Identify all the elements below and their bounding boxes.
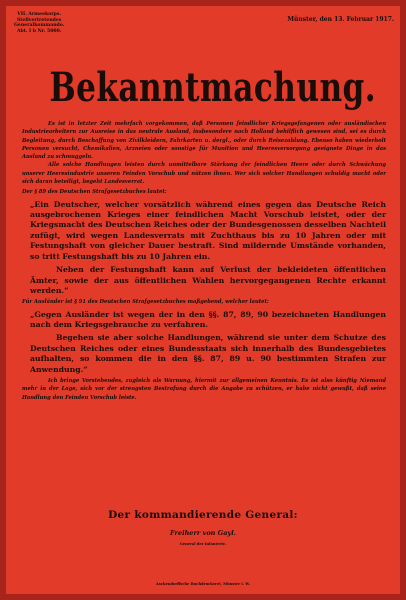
foreigners-lead-paragraph: Für Ausländer ist § 91 des Deutschen Strafgesetzbuches maßgebend, welcher lautet: — [22, 299, 269, 306]
authority-line: Generalkommando. — [14, 23, 65, 29]
signature-title: Der kommandierende General: — [108, 509, 298, 521]
issuing-authority — [14, 12, 64, 34]
authority-line: Stellvertretendes — [16, 17, 62, 23]
treason-paragraph: Alle solche Handlungen leisten durch unmittelbare Stärkung der feindlichen Heere oder durch Schwächung unserer Heeresindustrie unseren Feinden Vorschub und nützen ihnen. Wer sich solcher Handlungen schuldig macht oder sich daran beteiligt, begeht Landesverrat. — [22, 162, 386, 186]
authority-line: Abt. I b Nr. 5000. — [16, 28, 62, 34]
intro-paragraph: Es ist in letzter Zeit mehrfach vorgekommen, daß Personen feindlicher Kriegsgefangenen oder ausländischen Industriearbeitern zur Ausreise in das neutrale Ausland, insbesondere nach Holland behilflich gewesen sind, sei es durch Begleitung, durch Beschaffung von Zivilkleidern, Fahrkarten u. dergl., oder durch Reisezahlung. Ebenso haben wiederholt Personen versucht, Chemikalien, Arzneien oder sonstige für Munition und Heeresversorgung geeignete Dinge in das Ausland zu schmuggeln. — [22, 121, 386, 161]
law-quote-89-continued: Neben der Festungshaft kann auf Verlust der bekleideten öffentlichen Ämter, sowie der aus öffentlichen Wahlen hervorgegangenen Rechte erkannt werden.“ — [30, 265, 386, 295]
place-date: Münster, den 13. Februar 1917. — [287, 16, 394, 23]
proclamation-body — [22, 120, 386, 402]
authority-line: VII. Armeekorps. — [17, 12, 62, 17]
law-lead-paragraph: Der § 89 des Deutschen Strafgesetzbuches lautet: — [22, 189, 167, 196]
signature-rank: General der Infanterie. — [179, 542, 227, 546]
warning-paragraph: Ich bringe Vorstehendes, zugleich als Warnung, hiermit zur allgemeinen Kenntnis. Es ist also künftig Niemand mehr in der Lage, sich vor der strengsten Bestrafung durch die Angabe zu schützen, er habe nicht gewußt, daß seine Handlung den Feinden Vorschub leiste. — [22, 378, 386, 401]
page-title: Bekanntmachung. — [49, 64, 376, 111]
law-quote-89: „Ein Deutscher, welcher vorsätzlich während eines gegen das Deutsche Reich ausgebrochenen Krieges einer feindlichen Macht Vorschub leistet, oder der Kriegsmacht des Deutschen Reiches oder der Bundesgenossen desselben Nachteil zufügt, wird wegen Landesverrats mit Zuchthaus bis zu 10 Jahren oder mit Festungshaft von gleicher Dauer bestraft. Sind mildernde Umstände vorhanden, so tritt Festungshaft bis zu 10 Jahren ein. — [30, 199, 386, 261]
printer-imprint: Aschendorffsche Buchdruckerei, Münster i. W. — [155, 582, 251, 586]
law-quote-91: „Gegen Ausländer ist wegen der in den §§. 87, 89, 90 bezeichneten Handlungen nach dem Kriegsgebrauche zu verfahren. — [30, 309, 386, 330]
law-quote-91-continued: Begehen sie aber solche Handlungen, während sie unter dem Schutze des Deutschen Reiches oder eines Bundesstaats sich innerhalb des Bundesgebietes aufhalten, so kommen die in den §§. 87, 89 u. 90 bestimmten Strafen zur Anwendung.“ — [30, 333, 386, 374]
signature-name: Freiherr von Gayl. — [170, 529, 236, 537]
